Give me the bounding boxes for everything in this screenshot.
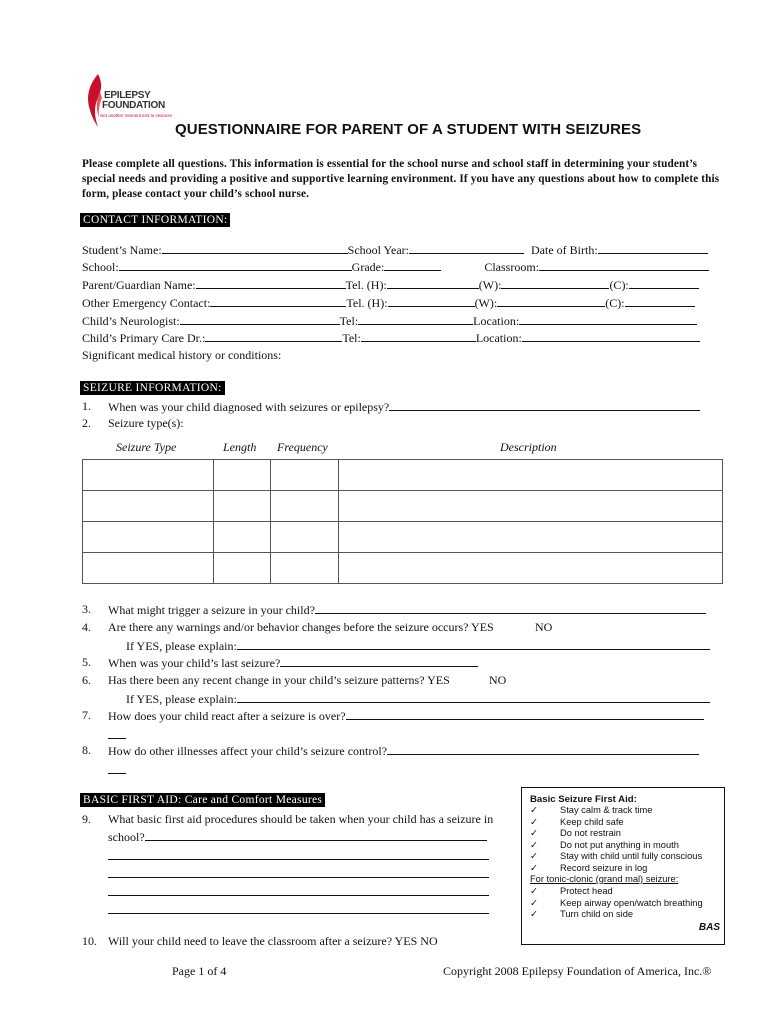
frequency-cell[interactable] xyxy=(271,491,339,522)
q6-explain-field[interactable] xyxy=(237,691,710,703)
neurologist-label: Child’s Neurologist: xyxy=(82,314,180,328)
list-item-label: Keep airway open/watch breathing xyxy=(560,898,703,908)
primary-tel-label: Tel: xyxy=(342,331,361,345)
student-name-row xyxy=(82,242,708,258)
intro-text: Please complete all questions. This information is essential for the school nurse and school staff in determining your student’s special needs and providing a positive and supportive learning environment. If you have any questions about how to complete this form, please contact your child’s school nurse. xyxy=(82,158,720,200)
list-item xyxy=(530,840,679,851)
parent-field[interactable] xyxy=(196,277,346,289)
emergency-c-label: (C): xyxy=(605,296,625,310)
check-icon: ✓ xyxy=(530,805,538,815)
description-cell[interactable] xyxy=(339,491,723,522)
check-icon: ✓ xyxy=(530,840,538,850)
check-icon: ✓ xyxy=(530,828,538,838)
parent-label: Parent/Guardian Name: xyxy=(82,278,196,292)
list-item-label: Stay with child until fully conscious xyxy=(560,851,703,861)
logo xyxy=(84,72,176,130)
frequency-cell[interactable] xyxy=(271,522,339,553)
col-length: Length xyxy=(223,440,257,454)
length-cell[interactable] xyxy=(214,491,271,522)
logo-line1: EPILEPSY xyxy=(104,90,151,101)
check-icon: ✓ xyxy=(530,886,538,896)
type-cell[interactable] xyxy=(83,553,214,584)
q9-number: 9. xyxy=(82,812,91,826)
seizure-heading: SEIZURE INFORMATION: xyxy=(80,381,225,395)
parent-row xyxy=(82,277,699,293)
neurologist-location-field[interactable] xyxy=(519,313,697,325)
primary-location-label: Location: xyxy=(475,331,522,345)
list-item xyxy=(530,898,703,909)
logo-line2: FOUNDATION xyxy=(102,100,165,111)
emergency-w-label: (W): xyxy=(474,296,498,310)
list-item xyxy=(530,863,647,874)
parent-w-label: (W): xyxy=(478,278,502,292)
type-cell[interactable] xyxy=(83,522,214,553)
q9-text-continued: school? xyxy=(108,830,145,844)
table-row xyxy=(83,491,723,522)
length-cell[interactable] xyxy=(214,522,271,553)
first-aid-box-title: Basic Seizure First Aid: xyxy=(530,794,637,805)
q4-explain-row xyxy=(126,638,710,654)
school-row xyxy=(82,259,709,275)
list-item xyxy=(530,886,613,897)
school-year-label: School Year: xyxy=(347,243,410,257)
logo-tagline: Not another moment lost to seizures xyxy=(100,113,173,118)
q8-text: How do other illnesses affect your child’s seizure control? xyxy=(108,744,388,758)
q9-field-line[interactable] xyxy=(108,848,489,860)
description-cell[interactable] xyxy=(339,553,723,584)
first-aid-heading: BASIC FIRST AID: Care and Comfort Measures xyxy=(80,793,325,807)
check-icon: ✓ xyxy=(530,909,538,919)
primary-location-field[interactable] xyxy=(522,330,700,342)
primary-field[interactable] xyxy=(205,330,342,342)
q8-number: 8. xyxy=(82,743,91,757)
school-label: School: xyxy=(82,260,119,274)
history-label: Significant medical history or conditions: xyxy=(82,348,282,362)
grade-field[interactable] xyxy=(384,259,441,271)
box-code: BAS xyxy=(698,922,720,933)
emergency-row xyxy=(82,295,695,311)
q2-number: 2. xyxy=(82,416,91,430)
q8-row xyxy=(108,743,699,759)
q9-field-line[interactable] xyxy=(108,884,489,896)
classroom-field[interactable] xyxy=(539,259,709,271)
neurologist-tel-label: Tel: xyxy=(339,314,359,328)
q5-number: 5. xyxy=(82,655,91,669)
primary-label: Child’s Primary Care Dr.: xyxy=(82,331,206,345)
q6-text: Has there been any recent change in your child’s seizure patterns? YES xyxy=(108,673,450,687)
student-name-field[interactable] xyxy=(162,242,348,254)
q6-no[interactable]: NO xyxy=(489,673,507,687)
q10-text: Will your child need to leave the classroom after a seizure? YES NO xyxy=(108,934,438,948)
q9-row2 xyxy=(108,829,487,845)
col-description: Description xyxy=(500,440,557,454)
primary-row xyxy=(82,330,700,346)
parent-tel-h-field[interactable] xyxy=(387,277,479,289)
emergency-field[interactable] xyxy=(210,295,346,307)
frequency-cell[interactable] xyxy=(271,553,339,584)
check-icon: ✓ xyxy=(530,863,538,873)
q1-row xyxy=(108,399,700,415)
neurologist-location-label: Location: xyxy=(473,314,520,328)
neurologist-field[interactable] xyxy=(180,313,340,325)
length-cell[interactable] xyxy=(214,460,271,491)
parent-c-label: (C): xyxy=(609,278,629,292)
length-cell[interactable] xyxy=(214,553,271,584)
page-number: Page 1 of 4 xyxy=(172,964,227,978)
student-name-label: Student’s Name: xyxy=(82,243,162,257)
q4-number: 4. xyxy=(82,620,91,634)
check-icon: ✓ xyxy=(530,851,538,861)
q3-field[interactable] xyxy=(315,602,706,614)
dob-label: Date of Birth: xyxy=(531,243,598,257)
emergency-c-field[interactable] xyxy=(625,295,695,307)
q5-field[interactable] xyxy=(280,655,478,667)
q4-no[interactable]: NO xyxy=(535,620,553,634)
neurologist-row xyxy=(82,313,697,329)
emergency-tel-h-label: Tel. (H): xyxy=(346,296,388,310)
q9-field[interactable] xyxy=(145,829,487,841)
dob-field[interactable] xyxy=(598,242,708,254)
list-item xyxy=(530,909,633,920)
col-frequency: Frequency xyxy=(277,440,328,454)
table-row xyxy=(83,553,723,584)
contact-heading: CONTACT INFORMATION: xyxy=(80,213,230,227)
grade-label: Grade: xyxy=(351,260,385,274)
q9-text: What basic first aid procedures should be taken when your child has a seizure in xyxy=(108,812,494,826)
list-item xyxy=(530,828,621,839)
q4-explain-field[interactable] xyxy=(237,638,710,650)
q8-field-continued[interactable] xyxy=(108,762,126,774)
description-cell[interactable] xyxy=(339,460,723,491)
list-item xyxy=(530,805,652,816)
q3-row xyxy=(108,602,706,618)
list-item-label: Do not restrain xyxy=(560,828,621,838)
q3-text: What might trigger a seizure in your child? xyxy=(108,603,315,617)
list-item-label: Stay calm & track time xyxy=(560,805,653,815)
parent-tel-h-label: Tel. (H): xyxy=(345,278,387,292)
type-cell[interactable] xyxy=(83,460,214,491)
list-item-label: Turn child on side xyxy=(560,909,634,919)
description-cell[interactable] xyxy=(339,522,723,553)
q9-field-line[interactable] xyxy=(108,902,489,914)
primary-tel-field[interactable] xyxy=(361,330,476,342)
copyright: Copyright 2008 Epilepsy Foundation of America, Inc.® xyxy=(443,964,712,978)
q7-row xyxy=(108,708,704,724)
emergency-w-field[interactable] xyxy=(497,295,605,307)
table-row xyxy=(83,460,723,491)
q1-field[interactable] xyxy=(389,399,700,411)
tonic-clonic-heading: For tonic-clonic (grand mal) seizure: xyxy=(530,874,679,884)
list-item-label: Protect head xyxy=(560,886,613,896)
type-cell[interactable] xyxy=(83,491,214,522)
q6-explain-row xyxy=(126,691,710,707)
school-field[interactable] xyxy=(119,259,352,271)
school-year-field[interactable] xyxy=(409,242,524,254)
q5-text: When was your child’s last seizure? xyxy=(108,656,281,670)
check-icon: ✓ xyxy=(530,898,538,908)
emergency-tel-h-field[interactable] xyxy=(388,295,475,307)
q3-number: 3. xyxy=(82,602,91,616)
q7-text: How does your child react after a seizure is over? xyxy=(108,709,346,723)
page-title: QUESTIONNAIRE FOR PARENT OF A STUDENT WITH SEIZURES xyxy=(175,121,642,138)
check-icon: ✓ xyxy=(530,817,538,827)
emergency-label: Other Emergency Contact: xyxy=(82,296,211,310)
col-seizure-type: Seizure Type xyxy=(116,440,177,454)
first-aid-box xyxy=(521,787,725,945)
table-row xyxy=(83,522,723,553)
frequency-cell[interactable] xyxy=(271,460,339,491)
list-item xyxy=(530,817,624,828)
seizure-table xyxy=(82,459,723,584)
list-item-label: Keep child safe xyxy=(560,817,624,827)
classroom-label: Classroom: xyxy=(484,260,539,274)
q7-field-continued[interactable] xyxy=(108,727,126,739)
list-item-label: Do not put anything in mouth xyxy=(560,840,679,850)
q2-text: Seizure type(s): xyxy=(108,416,184,430)
neurologist-tel-field[interactable] xyxy=(358,313,473,325)
q10-number: 10. xyxy=(82,934,97,948)
q4-text: Are there any warnings and/or behavior changes before the seizure occurs? YES xyxy=(108,620,494,634)
q4-explain-label: If YES, please explain: xyxy=(126,639,237,653)
q6-number: 6. xyxy=(82,673,91,687)
list-item xyxy=(530,851,702,862)
q9-field-line[interactable] xyxy=(108,866,489,878)
parent-c-field[interactable] xyxy=(629,277,699,289)
q7-field[interactable] xyxy=(346,708,704,720)
parent-w-field[interactable] xyxy=(501,277,609,289)
list-item-label: Record seizure in log xyxy=(560,863,648,873)
q8-field[interactable] xyxy=(387,743,699,755)
q1-text: When was your child diagnosed with seizures or epilepsy? xyxy=(108,400,390,414)
q1-number: 1. xyxy=(82,399,91,413)
q6-explain-label: If YES, please explain: xyxy=(126,692,237,706)
q5-row xyxy=(108,655,478,671)
q7-number: 7. xyxy=(82,708,91,722)
